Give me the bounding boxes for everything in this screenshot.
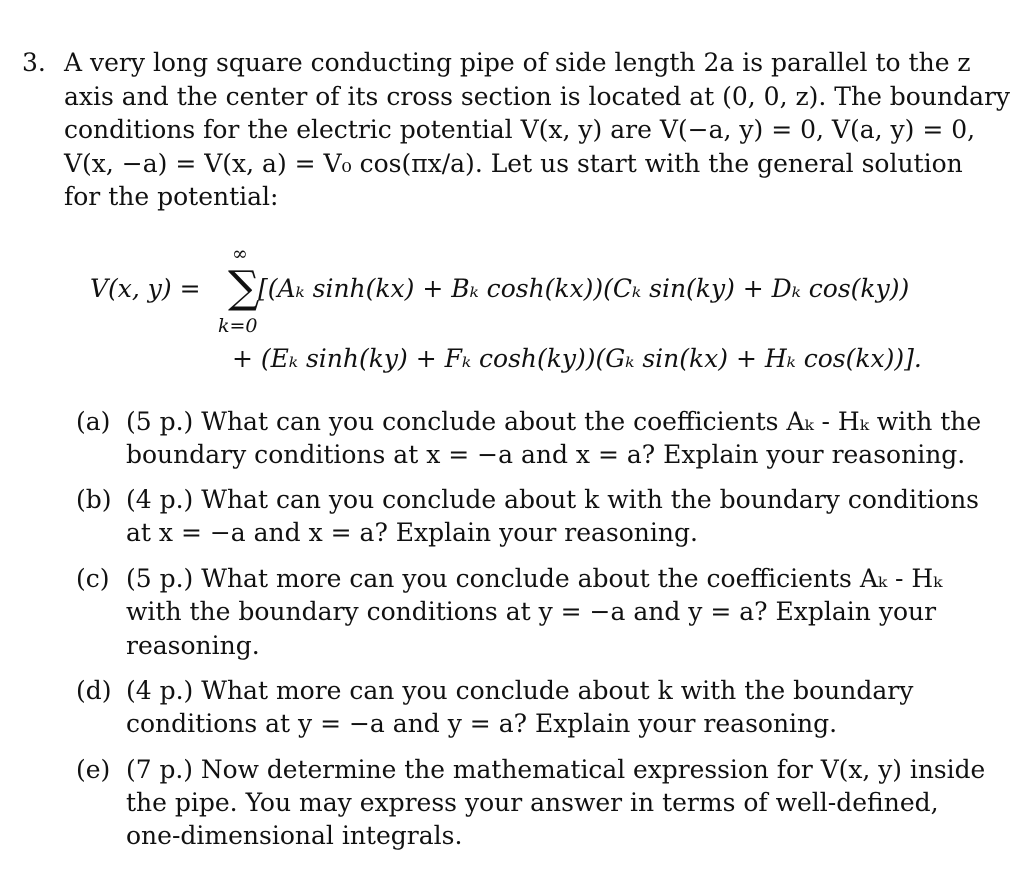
sum-lower-limit: k=0 (218, 315, 258, 337)
intro-line-3: conditions for the electric potential V(x, y) are V(−a, y) = 0, V(a, y) = 0, (64, 115, 976, 144)
part-c-line-2: with the boundary conditions at y = −a and y = a? Explain your (126, 597, 937, 626)
part-a-line-1: (5 p.) What can you conclude about the coefficients Aₖ - Hₖ with the (126, 407, 982, 436)
part-e-label: (e) (76, 755, 111, 784)
equation-lhs: V(x, y) = (90, 274, 201, 303)
part-c-line-3: reasoning. (126, 631, 260, 660)
part-e-line-2: the pipe. You may express your answer in terms of well-defined, (126, 788, 939, 817)
intro-line-2: axis and the center of its cross section is located at (0, 0, z). The boundary (64, 82, 1011, 111)
part-c-label: (c) (76, 564, 110, 593)
problem-number: 3. (22, 48, 46, 77)
part-b-label: (b) (76, 485, 112, 514)
intro-line-5: for the potential: (64, 182, 279, 211)
part-d-line-1: (4 p.) What more can you conclude about k with the boundary (126, 676, 914, 705)
part-c-line-1: (5 p.) What more can you conclude about the coefficients Aₖ - Hₖ (126, 564, 943, 593)
part-b-line-2: at x = −a and x = a? Explain your reasoning. (126, 518, 698, 547)
part-a-label: (a) (76, 407, 111, 436)
sum-upper-limit: ∞ (232, 243, 248, 265)
part-e-line-3: one-dimensional integrals. (126, 821, 463, 850)
equation-line-1: [(Aₖ sinh(kx) + Bₖ cosh(kx))(Cₖ sin(ky) + Dₖ cos(ky)) (258, 274, 910, 303)
summation-symbol: ∑ (228, 262, 260, 313)
part-e-line-1: (7 p.) Now determine the mathematical expression for V(x, y) inside (126, 755, 986, 784)
part-d-line-2: conditions at y = −a and y = a? Explain your reasoning. (126, 709, 838, 738)
equation-line-2: + (Eₖ sinh(ky) + Fₖ cosh(ky))(Gₖ sin(kx) + Hₖ cos(kx))]. (232, 344, 922, 373)
part-a-line-2: boundary conditions at x = −a and x = a? Explain your reasoning. (126, 440, 966, 469)
intro-line-1: A very long square conducting pipe of side length 2a is parallel to the z (64, 48, 971, 77)
part-d-label: (d) (76, 676, 112, 705)
part-b-line-1: (4 p.) What can you conclude about k with the boundary conditions (126, 485, 980, 514)
intro-line-4: V(x, −a) = V(x, a) = V₀ cos(πx/a). Let us start with the general solution (64, 149, 963, 178)
